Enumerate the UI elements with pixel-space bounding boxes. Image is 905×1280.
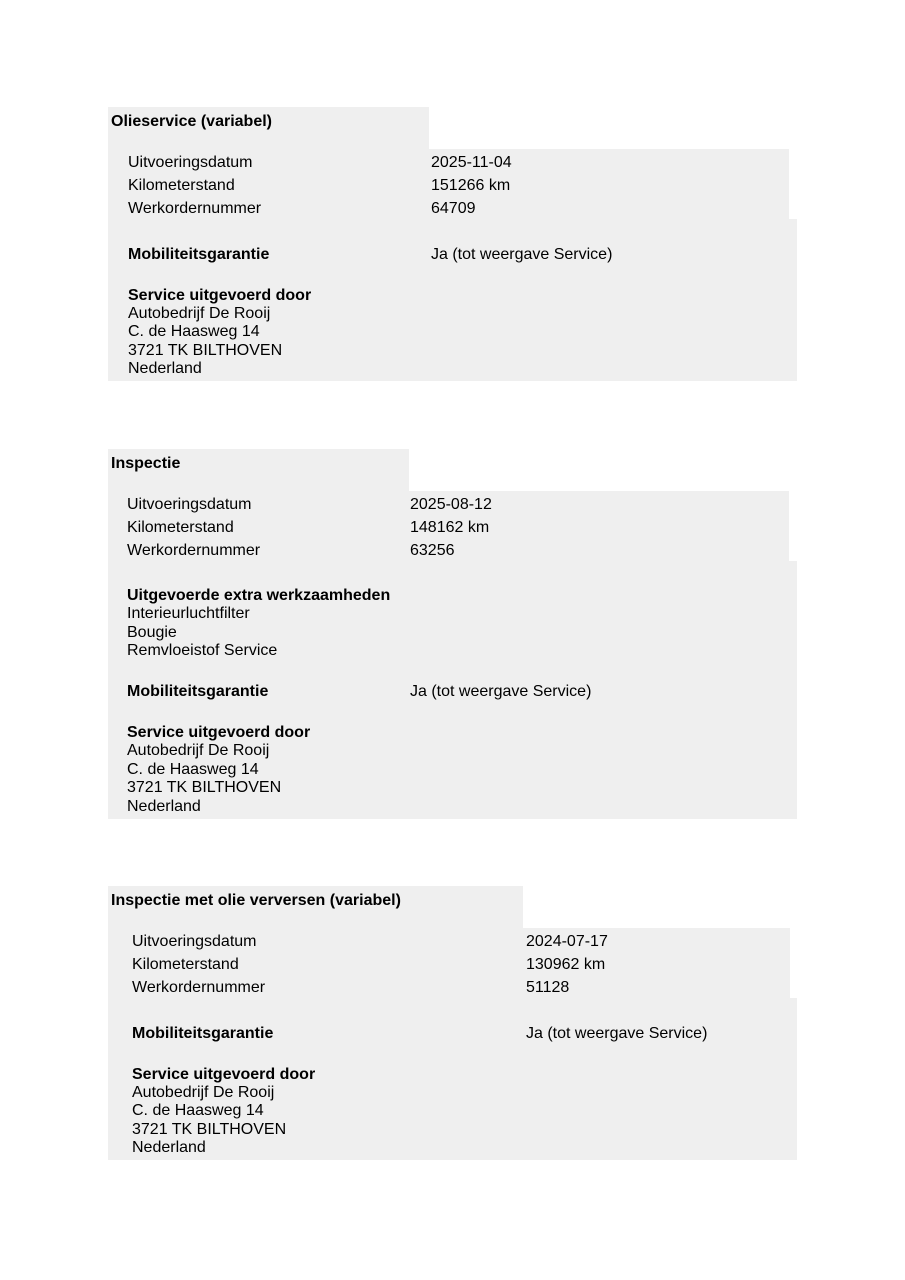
section-title: Inspectie	[111, 455, 181, 472]
extra-work-label: Uitgevoerde extra werkzaamheden	[127, 587, 391, 604]
mobility-value: Ja (tot weergave Service)	[431, 246, 613, 263]
row-value: 2024-07-17	[526, 933, 608, 950]
dealer-city: 3721 TK BILTHOVEN	[132, 1121, 287, 1138]
row-label: Kilometerstand	[127, 519, 234, 536]
dealer-country: Nederland	[132, 1139, 206, 1156]
row-value: 64709	[431, 200, 476, 217]
dealer-street: C. de Haasweg 14	[128, 323, 260, 340]
row-label: Kilometerstand	[132, 956, 239, 973]
performed-by-label: Service uitgevoerd door	[127, 724, 311, 741]
row-label: Uitvoeringsdatum	[127, 496, 252, 513]
row-value: 148162 km	[410, 519, 490, 536]
section-title: Olieservice (variabel)	[111, 113, 272, 130]
dealer-country: Nederland	[128, 360, 202, 377]
extra-work-item: Interieurluchtfilter	[127, 605, 250, 622]
mobility-value: Ja (tot weergave Service)	[410, 683, 592, 700]
row-label: Werkordernummer	[128, 200, 262, 217]
performed-by-label: Service uitgevoerd door	[128, 287, 312, 304]
row-value: 51128	[526, 979, 570, 996]
row-value: 151266 km	[431, 177, 511, 194]
dealer-name: Autobedrijf De Rooij	[127, 742, 270, 759]
dealer-street: C. de Haasweg 14	[132, 1102, 264, 1119]
mobility-label: Mobiliteitsgarantie	[132, 1025, 274, 1042]
row-label: Kilometerstand	[128, 177, 235, 194]
dealer-name: Autobedrijf De Rooij	[132, 1084, 275, 1101]
row-label: Uitvoeringsdatum	[128, 154, 253, 171]
dealer-street: C. de Haasweg 14	[127, 761, 259, 778]
mobility-value: Ja (tot weergave Service)	[526, 1025, 708, 1042]
mobility-label: Mobiliteitsgarantie	[128, 246, 270, 263]
row-value: 63256	[410, 542, 455, 559]
extra-work-item: Bougie	[127, 624, 177, 641]
performed-by-label: Service uitgevoerd door	[132, 1066, 316, 1083]
dealer-city: 3721 TK BILTHOVEN	[128, 342, 283, 359]
dealer-country: Nederland	[127, 798, 201, 815]
row-label: Werkordernummer	[132, 979, 266, 996]
row-value: 2025-08-12	[410, 496, 492, 513]
extra-work-item: Remvloeistof Service	[127, 642, 278, 659]
row-value: 2025-11-04	[431, 154, 512, 171]
row-label: Werkordernummer	[127, 542, 261, 559]
mobility-label: Mobiliteitsgarantie	[127, 683, 269, 700]
dealer-name: Autobedrijf De Rooij	[128, 305, 271, 322]
dealer-city: 3721 TK BILTHOVEN	[127, 779, 282, 796]
row-value: 130962 km	[526, 956, 606, 973]
row-label: Uitvoeringsdatum	[132, 933, 257, 950]
section-title: Inspectie met olie verversen (variabel)	[111, 892, 401, 909]
